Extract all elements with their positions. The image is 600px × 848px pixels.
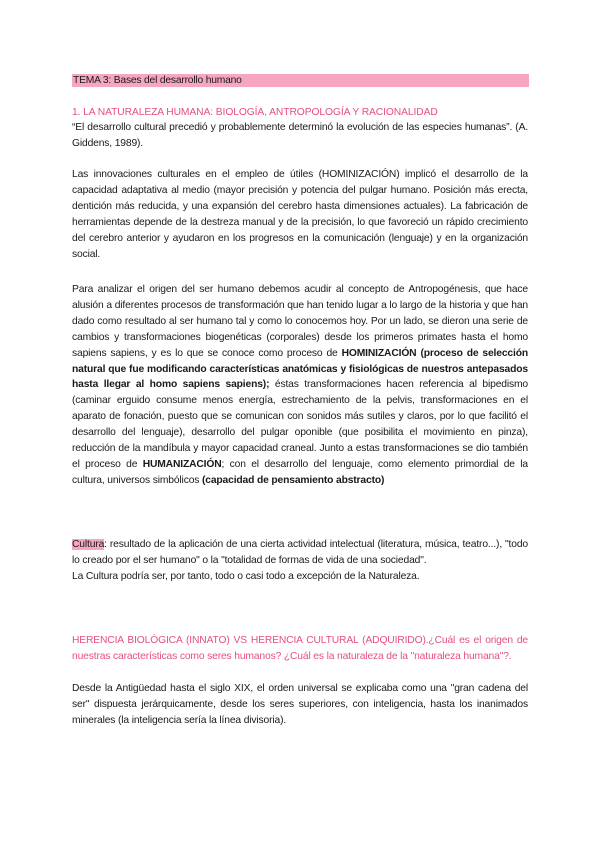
herencia-heading-text: HERENCIA BIOLÓGICA (INNATO) VS HERENCIA CULTURAL (ADQUIRIDO).¿Cuál es el origen de nuestras características como seres humanos? ¿Cuál es la naturaleza de la "naturaleza humana"?. xyxy=(72,635,528,662)
paragraph-herencia xyxy=(72,681,528,729)
giddens-quote xyxy=(72,120,528,152)
cultura-definition-text: : resultado de la aplicación de una cierta actividad intelectual (literatura, música, teatro...), "todo lo creado por el ser humano" o la "totalidad de formas de vida de una sociedad". xyxy=(72,539,528,566)
herencia-text: Desde la Antigüedad hasta el siglo XIX, el orden universal se explicaba como una "gran cadena del ser" dispuesta jerárquicamente, desde los seres superiores, con inteligencia, hasta los inanimados minerales (la inteligencia sería la línea divisoria). xyxy=(72,683,528,726)
pensamiento-abstracto-bold: (capacidad de pensamiento abstracto) xyxy=(201,474,385,486)
antropogenesis-text xyxy=(72,282,528,489)
topic-title: TEMA 3: Bases del desarrollo humano xyxy=(72,74,529,87)
antropogenesis-part2: éstas transformaciones hacen referencia al bipedismo (caminar erguido consume menos energía, estrechamiento de la pelvis, transformaciones en el aparato de fonación, puesto que se comunican con sonidos más sutiles y claros, por lo que facilitó el desarrollo del lenguaje), desarrollo del pulgar oponible (que posibilita el movimiento en pinza), reducción de la mandíbula y mayor capacidad craneal. Junto a estas transformaciones se dio también el proceso de xyxy=(72,379,528,470)
humanizacion-bold: HUMANIZACIÓN xyxy=(142,458,222,470)
cultura-note: La Cultura podría ser, por tanto, todo o casi todo a excepción de la Naturaleza. xyxy=(72,570,420,582)
quote-text: “El desarrollo cultural precedió y probablemente determinó la evolución de las especies humanas”. (A. Giddens, 1989). xyxy=(72,122,528,149)
antropogenesis-part1: Para analizar el origen del ser humano debemos acudir al concepto de Antropogénesis, que hace alusión a diferentes procesos de transformación que han tenido lugar a lo largo de la historia y que han dado como resultado al ser humano tal y como lo conocemos hoy. Por un lado, se dieron una serie de cambios y transformaciones biogenéticas (corporales) desde los primeros primates hasta el homo sapiens sapiens, y es lo que se conoce como proceso de xyxy=(72,284,528,359)
hominizacion-bold: HOMINIZACIÓN (proceso de selección natural que fue modificando características anatómicas y fisiológicas de nuestros antepasados hasta llegar al homo sapiens sapiens); xyxy=(72,347,528,391)
paragraph-cultura xyxy=(72,537,528,585)
herencia-heading xyxy=(72,633,528,665)
cultura-term: Cultura xyxy=(72,539,105,550)
hominizacion-text: Las innovaciones culturales en el empleo de útiles (HOMINIZACIÓN) implicó el desarrollo de la capacidad adaptativa al medio (mayor precisión y potencia del pulgar humano. Posición más erecta, dentición más reducida, y una expansión del cerebro hasta dimensiones actuales). La fabricación de herramientas depende de la destreza manual y de la precisión, lo que favoreció un rápido crecimiento del cerebro anterior y ayudaron en los progresos en la comunicación (lenguaje) y en la organización social. xyxy=(72,169,528,260)
section-heading-human-nature: 1. LA NATURALEZA HUMANA: BIOLOGÍA, ANTROPOLOGÍA Y RACIONALIDAD xyxy=(72,107,438,118)
paragraph-antropogenesis xyxy=(72,282,528,489)
cultura-definition xyxy=(72,537,528,569)
antropogenesis-part3: ; con el desarrollo del lenguaje, como elemento primordial de la cultura, universos simbólicos xyxy=(72,458,528,486)
paragraph-hominizacion xyxy=(72,167,528,262)
